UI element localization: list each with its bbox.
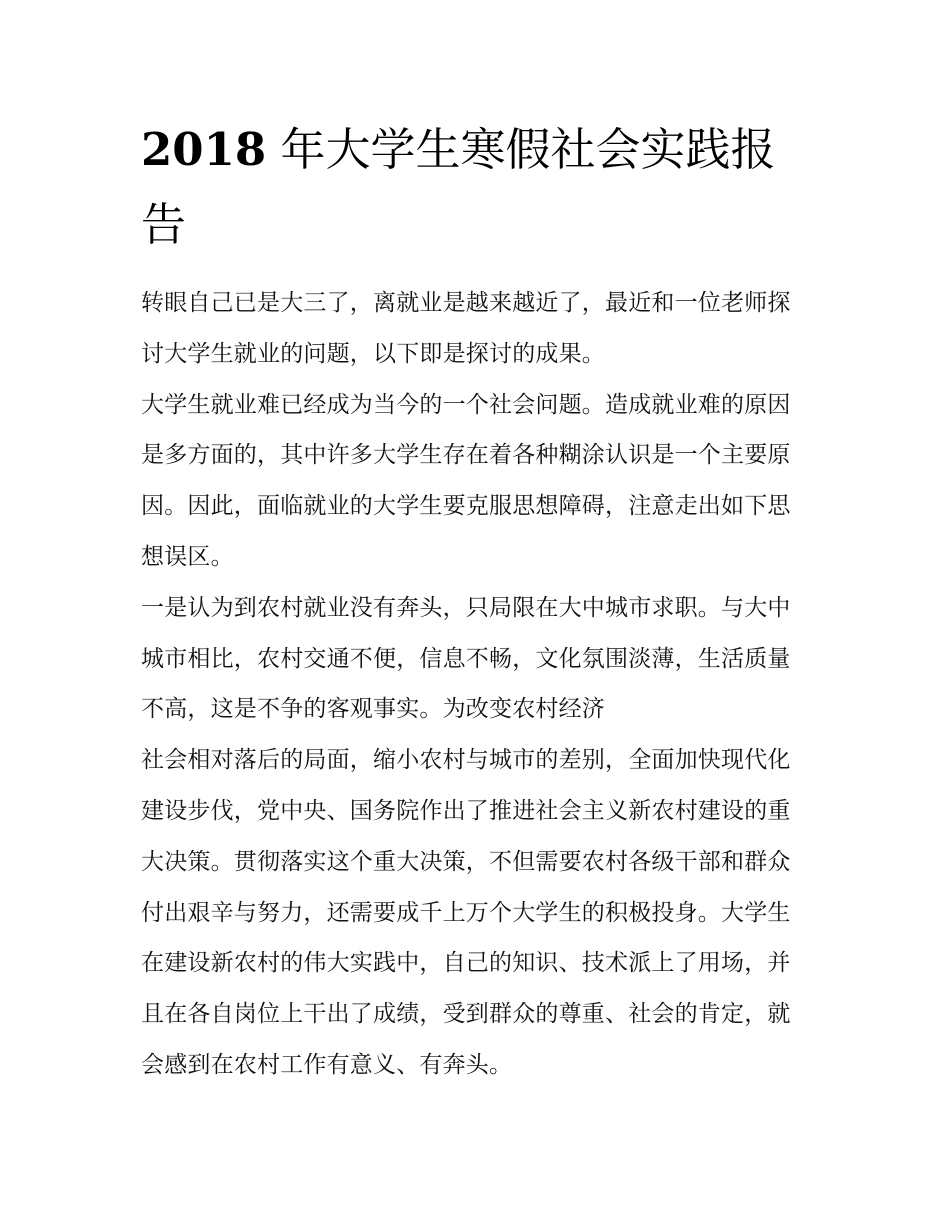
paragraph-4: 社会相对落后的局面，缩小农村与城市的差别，全面加快现代化建设步伐，党中央、国务院作出了推进社会主义新农村建设的重大决策。贯彻落实这个重大决策，不但需要农村各级干部和群众付出艰辛与努力，还需要成千上万个大学生的积极投身。大学生在建设新农村的伟大实践中，自己的知识、技术派上了用场，并且在各自岗位上干出了成绩，受到群众的尊重、社会的肯定，就会感到在农村工作有意义、有奔头。 — [141, 747, 791, 1078]
paragraph-3: 一是认为到农村就业没有奔头，只局限在大中城市求职。与大中城市相比，农村交通不便，信息不畅，文化氛围淡薄，生活质量不高，这是不争的客观事实。为改变农村经济 — [141, 594, 791, 723]
paragraph-1: 转眼自己已是大三了，离就业是越来越近了，最近和一位老师探讨大学生就业的问题，以下即是探讨的成果。 — [141, 290, 791, 367]
title-text: 年大学生寒假社会实践报告 — [141, 123, 776, 251]
title-year: 2018 — [141, 123, 267, 176]
document-title — [141, 112, 813, 262]
paragraph-2: 大学生就业难已经成为当今的一个社会问题。造成就业难的原因是多方面的，其中许多大学生存在着各种糊涂认识是一个主要原因。因此，面临就业的大学生要克服思想障碍，注意走出如下思想误区。 — [141, 391, 791, 570]
document-body — [141, 112, 813, 1091]
